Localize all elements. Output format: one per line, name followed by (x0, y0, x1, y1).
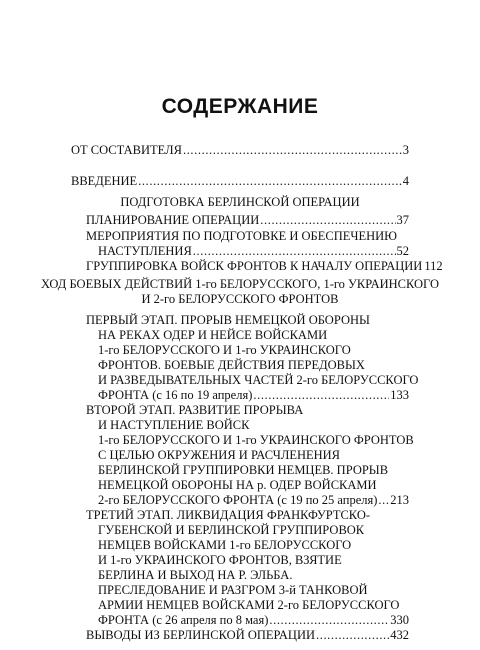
toc-entry-title: НАСТУПЛЕНИЯ (98, 244, 192, 258)
toc-entry-introduction[interactable] (71, 173, 409, 189)
toc-entry-second-stage-line[interactable] (98, 477, 409, 493)
toc-entry-planning[interactable] (86, 212, 409, 228)
section-title-combat-line: И 2-го БЕЛОРУССКОГО ФРОНТОВ (141, 292, 339, 306)
toc-entry-third-stage-line[interactable] (98, 552, 409, 568)
toc-entry-page: 4 (402, 174, 409, 188)
toc-entry-page: 213 (390, 493, 409, 507)
toc-entry-measures-line[interactable] (86, 228, 409, 244)
toc-entry-second-stage-line[interactable] (98, 462, 409, 478)
leader-dots (269, 612, 389, 628)
leader-dots (378, 492, 389, 508)
leader-dots (260, 212, 395, 228)
toc-entry-title: И 1-го УКРАИНСКОГО ФРОНТОВ, ВЗЯТИЕ (98, 553, 342, 567)
toc-entry-page: 52 (396, 244, 409, 258)
section-title-combat-line: ХОД БОЕВЫХ ДЕЙСТВИЙ 1-го БЕЛОРУССКОГО, 1-го УКРАИНСКОГО (41, 277, 439, 291)
toc-entry-second-stage[interactable] (98, 492, 409, 508)
toc-entry-grouping[interactable] (86, 258, 443, 274)
leader-dots (316, 627, 389, 643)
toc-entry-from-compiler[interactable] (71, 142, 409, 158)
toc-entry-second-stage-line[interactable] (98, 417, 409, 433)
toc-entry-title: 2-го БЕЛОРУССКОГО ФРОНТА (с 19 по 25 апреля) (98, 493, 378, 507)
toc-entry-third-stage-line[interactable] (98, 537, 409, 553)
toc-entry-title: ГРУППИРОВКА ВОЙСК ФРОНТОВ К НАЧАЛУ ОПЕРАЦИИ (86, 259, 423, 273)
toc-entry-third-stage-line[interactable] (98, 597, 409, 613)
leader-dots (138, 173, 402, 189)
toc-entry-title: ФРОНТОВ. БОЕВЫЕ ДЕЙСТВИЯ ПЕРЕДОВЫХ (98, 358, 365, 372)
toc-entry-title: ПЛАНИРОВАНИЕ ОПЕРАЦИИ (86, 213, 260, 227)
toc-entry-title: ТРЕТИЙ ЭТАП. ЛИКВИДАЦИЯ ФРАНКФУРТСКО- (86, 508, 371, 522)
leader-dots (253, 387, 389, 403)
toc-entry-title: БЕРЛИНСКОЙ ГРУППИРОВКИ НЕМЦЕВ. ПРОРЫВ (98, 463, 389, 477)
toc-entry-page: 133 (390, 388, 409, 402)
leader-dots (193, 243, 396, 259)
toc-entry-title: БЕРЛИНА И ВЫХОД НА Р. ЭЛЬБА. (98, 568, 293, 582)
toc-entry-page: 330 (390, 613, 409, 627)
toc-entry-title: АРМИИ НЕМЦЕВ ВОЙСКАМИ 2-го БЕЛОРУССКОГО (98, 598, 400, 612)
toc-entry-third-stage[interactable] (98, 612, 409, 628)
leader-dots (183, 142, 402, 158)
toc-entry-first-stage[interactable] (98, 387, 409, 403)
toc-entry-title: ВВЕДЕНИЕ (71, 174, 138, 188)
toc-entry-title: ОТ СОСТАВИТЕЛЯ (71, 143, 182, 157)
page-title: СОДЕРЖАНИЕ (161, 95, 319, 118)
toc-entry-title: ВЫВОДЫ ИЗ БЕРЛИНСКОЙ ОПЕРАЦИИ (86, 628, 315, 642)
toc-entry-title: ПЕРВЫЙ ЭТАП. ПРОРЫВ НЕМЕЦКОЙ ОБОРОНЫ (86, 313, 370, 327)
toc-entry-third-stage-line[interactable] (86, 507, 409, 523)
toc-entry-title: 1-го БЕЛОРУССКОГО И 1-го УКРАИНСКОГО (98, 343, 351, 357)
toc-entry-third-stage-line[interactable] (98, 567, 409, 583)
toc-entry-title: ГУБЕНСКОЙ И БЕРЛИНСКОЙ ГРУППИРОВОК (98, 523, 365, 537)
toc-entry-third-stage-line[interactable] (98, 582, 409, 598)
toc-entry-first-stage-line[interactable] (86, 312, 409, 328)
toc-entry-title: И РАЗВЕДЫВАТЕЛЬНЫХ ЧАСТЕЙ 2-го БЕЛОРУССКОГО (98, 373, 419, 387)
toc-entry-first-stage-line[interactable] (98, 327, 409, 343)
toc-entry-page: 112 (424, 259, 443, 273)
toc-entry-measures[interactable] (98, 243, 409, 259)
toc-entry-third-stage-line[interactable] (98, 522, 409, 538)
toc-entry-title: 1-го БЕЛОРУССКОГО И 1-го УКРАИНСКОГО ФРОНТОВ (98, 433, 414, 447)
toc-entry-second-stage-line[interactable] (98, 432, 414, 448)
toc-entry-title: И НАСТУПЛЕНИЕ ВОЙСК (98, 418, 250, 432)
toc-entry-page: 3 (402, 143, 409, 157)
toc-entry-first-stage-line[interactable] (98, 357, 409, 373)
toc-entry-title: МЕРОПРИЯТИЯ ПО ПОДГОТОВКЕ И ОБЕСПЕЧЕНИЮ (86, 229, 398, 243)
toc-entry-title: ФРОНТА (с 16 по 19 апреля) (98, 388, 253, 402)
toc-entry-first-stage-line[interactable] (98, 342, 409, 358)
toc-entry-title: НЕМЕЦКОЙ ОБОРОНЫ НА р. ОДЕР ВОЙСКАМИ (98, 478, 377, 492)
toc-entry-page: 37 (396, 213, 409, 227)
toc-entry-second-stage-line[interactable] (86, 402, 409, 418)
toc-entry-first-stage-line[interactable] (98, 372, 419, 388)
toc-entry-title: НЕМЦЕВ ВОЙСКАМИ 1-го БЕЛОРУССКОГО (98, 538, 352, 552)
toc-entry-title: НА РЕКАХ ОДЕР И НЕЙСЕ ВОЙСКАМИ (98, 328, 328, 342)
section-title-preparation: ПОДГОТОВКА БЕРЛИНСКОЙ ОПЕРАЦИИ (120, 195, 360, 209)
toc-entry-title: ВТОРОЙ ЭТАП. РАЗВИТИЕ ПРОРЫВА (86, 403, 304, 417)
toc-entry-conclusions[interactable] (86, 627, 409, 643)
toc-entry-title: С ЦЕЛЬЮ ОКРУЖЕНИЯ И РАСЧЛЕНЕНИЯ (98, 448, 341, 462)
toc-entry-title: ПРЕСЛЕДОВАНИЕ И РАЗГРОМ 3-й ТАНКОВОЙ (98, 583, 368, 597)
toc-entry-second-stage-line[interactable] (98, 447, 409, 463)
toc-entry-page: 432 (390, 628, 409, 642)
toc-entry-title: ФРОНТА (с 26 апреля по 8 мая) (98, 613, 269, 627)
